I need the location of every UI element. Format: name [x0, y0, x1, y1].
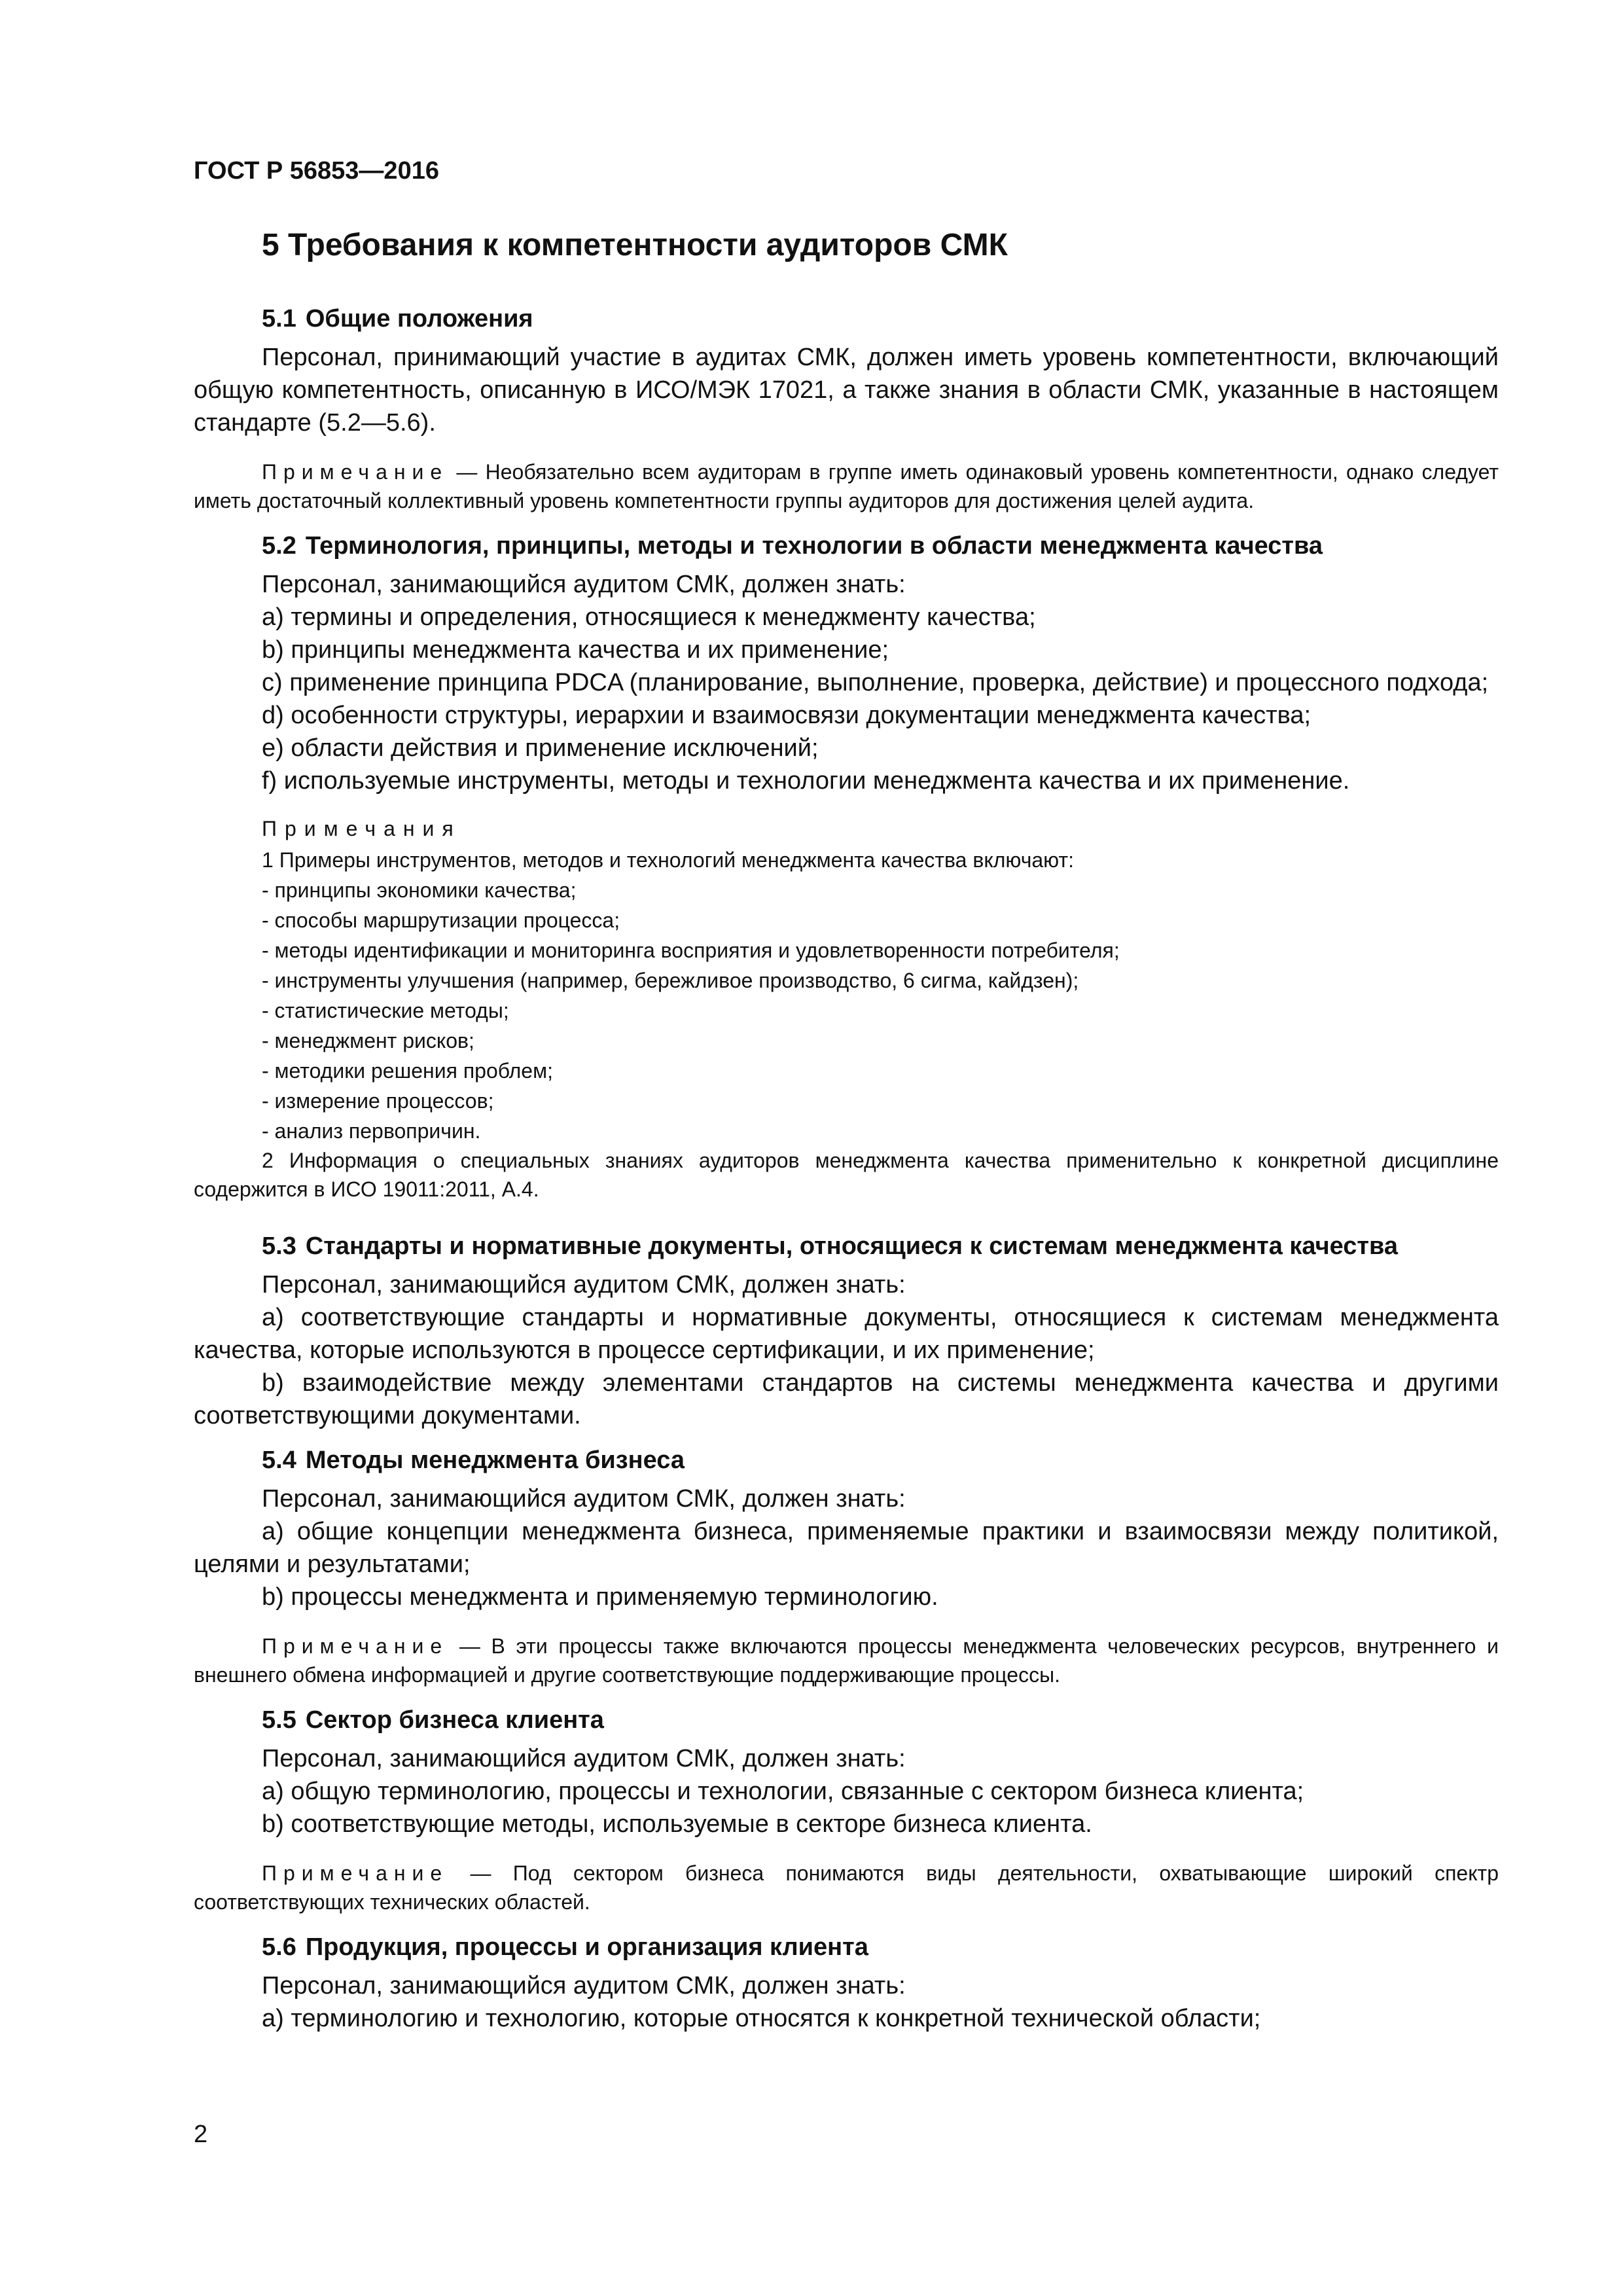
note-list-item: - методы идентификации и мониторинга восприятия и удовлетворенности потребителя;	[262, 939, 1120, 962]
note-label: Примечание	[262, 1634, 449, 1658]
subsection-5-3-heading	[262, 1232, 1499, 1261]
subsection-number: 5.4	[262, 1446, 296, 1474]
note-list-item: - инструменты улучшения (например, бережливое производство, 6 сигма, кайдзен);	[262, 969, 1079, 992]
subsection-title: Стандарты и нормативные документы, относящиеся к системам менеджмента качества	[305, 1232, 1399, 1260]
list-item: a) общую терминологию, процессы и технологии, связанные с сектором бизнеса клиента;	[262, 1778, 1304, 1805]
subsection-title: Общие положения	[305, 305, 533, 332]
document-page	[194, 157, 1499, 2035]
subsection-5-1-heading	[262, 305, 1499, 333]
paragraph: Персонал, занимающийся аудитом СМК, должен знать:	[262, 1271, 906, 1299]
document-code: ГОСТ Р 56853—2016	[194, 157, 439, 185]
note-text: — В эти процессы также включаются процессы менеджмента человеческих ресурсов, внутреннего и внешнего обмена информацией и другие соответствующие поддерживающие процессы.	[194, 1634, 1499, 1687]
list-item: d) особенности структуры, иерархии и взаимосвязи документации менеджмента качества;	[262, 702, 1311, 729]
note-list-item: - методики решения проблем;	[262, 1059, 553, 1083]
note-label: Примечание	[262, 460, 449, 484]
subsection-title: Сектор бизнеса клиента	[305, 1706, 604, 1734]
subsection-title: Терминология, принципы, методы и технологии в области менеджмента качества	[305, 532, 1323, 560]
note-text: — Необязательно всем аудиторам в группе иметь одинаковый уровень компетентности, однако следует иметь достаточный коллективный уровень компетентности группы аудиторов для достижения целей аудита.	[194, 460, 1499, 512]
paragraph: Персонал, занимающийся аудитом СМК, должен знать:	[262, 1972, 906, 2000]
list-item: e) области действия и применение исключений;	[262, 734, 819, 762]
list-item: b) взаимодействие между элементами стандартов на системы менеджмента качества и другими соответствующими документами.	[194, 1369, 1499, 1429]
note-1: 1 Примеры инструментов, методов и технологий менеджмента качества включают:	[262, 848, 1074, 872]
subsection-5-4-heading	[262, 1446, 1499, 1475]
subsection-5-6-heading	[262, 1933, 1499, 1962]
list-item: b) принципы менеджмента качества и их применение;	[262, 636, 889, 664]
subsection-number: 5.6	[262, 1933, 296, 1961]
notes-title: Примечания	[262, 817, 461, 840]
note-list-item: - анализ первопричин.	[262, 1119, 481, 1143]
paragraph: Персонал, занимающийся аудитом СМК, должен знать:	[262, 1745, 906, 1772]
section-title: 5 Требования к компетентности аудиторов СМК	[262, 228, 1008, 262]
note	[194, 1859, 1499, 1916]
note-list-item: - измерение процессов;	[262, 1089, 494, 1113]
subsection-title: Методы менеджмента бизнеса	[305, 1446, 685, 1474]
list-item: a) терминологию и технологию, которые относятся к конкретной технической области;	[262, 2005, 1261, 2032]
paragraph: Персонал, занимающийся аудитом СМК, должен знать:	[262, 571, 906, 598]
list-item: b) процессы менеджмента и применяемую терминологию.	[262, 1583, 938, 1611]
note-list-item: - статистические методы;	[262, 999, 509, 1022]
list-item: a) общие концепции менеджмента бизнеса, применяемые практики и взаимосвязи между политикой, целями и результатами;	[194, 1518, 1499, 1578]
page-number: 2	[194, 2121, 208, 2148]
note	[194, 1632, 1499, 1689]
subsection-5-5-heading	[262, 1706, 1499, 1734]
subsection-number: 5.5	[262, 1706, 296, 1734]
paragraph: Персонал, занимающийся аудитом СМК, должен знать:	[262, 1485, 906, 1513]
subsection-number: 5.2	[262, 532, 296, 560]
subsection-title: Продукция, процессы и организация клиента	[305, 1933, 868, 1961]
subsection-5-2-heading	[262, 532, 1499, 560]
note-2: 2 Информация о специальных знаниях аудиторов менеджмента качества применительно к конкретной дисциплине содержится в ИСО 19011:2011, А.4.	[194, 1149, 1499, 1201]
list-item: c) применение принципа PDCA (планирование, выполнение, проверка, действие) и процессного подхода;	[262, 669, 1489, 696]
subsection-number: 5.3	[262, 1232, 296, 1260]
note-list-item: - способы маршрутизации процесса;	[262, 908, 620, 932]
note-list-item: - принципы экономики качества;	[262, 878, 577, 902]
list-item: a) соответствующие стандарты и нормативные документы, относящиеся к системам менеджмента качества, которые используются в процессе сертификации, и их применение;	[194, 1304, 1499, 1364]
note-list-item: - менеджмент рисков;	[262, 1029, 474, 1052]
paragraph: Персонал, принимающий участие в аудитах СМК, должен иметь уровень компетентности, включающий общую компетентность, описанную в ИСО/МЭК 17021, а также знания в области СМК, указанные в настоящем стандарте (5.2—5.6).	[194, 344, 1499, 437]
list-item: a) термины и определения, относящиеся к менеджменту качества;	[262, 603, 1036, 631]
note	[194, 457, 1499, 515]
list-item: b) соответствующие методы, используемые в секторе бизнеса клиента.	[262, 1810, 1092, 1838]
subsection-number: 5.1	[262, 305, 296, 332]
note-text: — Под сектором бизнеса понимаются виды деятельности, охватывающие широкий спектр соответствующих технических областей.	[194, 1861, 1499, 1914]
list-item: f) используемые инструменты, методы и технологии менеджмента качества и их применение.	[262, 767, 1350, 795]
note-label: Примечание	[262, 1861, 449, 1885]
